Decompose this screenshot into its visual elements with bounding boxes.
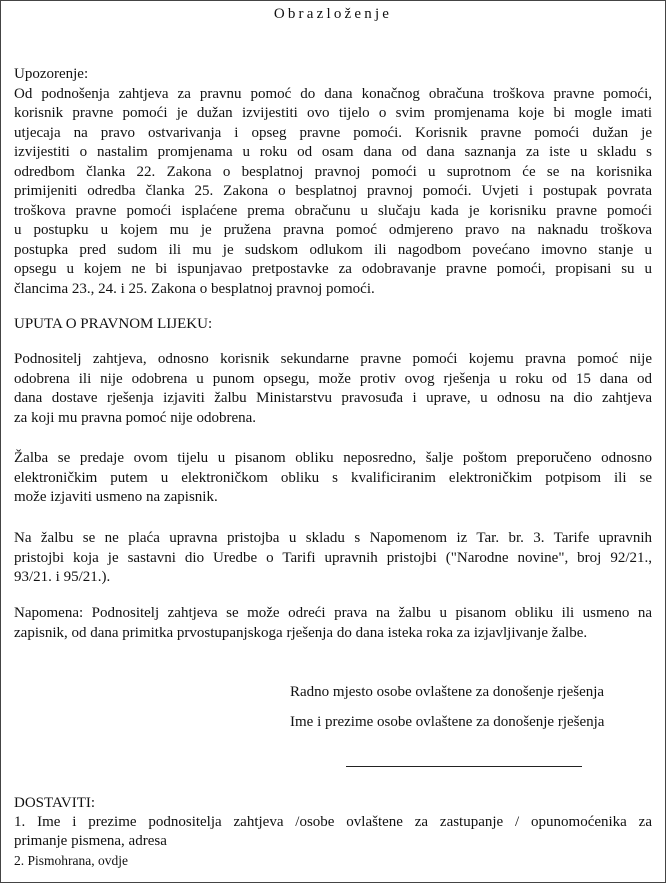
paragraph-line: Podnositelj zahtjeva, odnosno korisnik sekundarne pravne pomoći kojemu pravna pomoć nije bbox=[14, 351, 652, 367]
warning-line: Od podnošenja zahtjeva za pravnu pomoć do dana konačnog obračuna troškova pravne pomoći, bbox=[14, 85, 652, 102]
delivery-heading: DOSTAVITI: bbox=[14, 795, 96, 811]
warning-section bbox=[14, 65, 652, 299]
note-line: Napomena: Podnositelj zahtjeva se može odreći prava na žalbu u pisanom obliku ili usmeno na bbox=[14, 605, 652, 621]
legal-remedy-note bbox=[14, 604, 652, 643]
paragraph-line: odobrena ili nije odobrena u punom opsegu, može protiv ovog rješenja u roku od 15 dana od bbox=[14, 370, 652, 387]
legal-remedy-section bbox=[14, 315, 652, 335]
paragraph-line: Žalba se predaje ovom tijelu u pisanom obliku neposredno, šalje poštom preporučeno odnosno bbox=[14, 450, 652, 466]
paragraph-line: pristojbi koja je sastavni dio Uredbe o Tarifi upravnih pristojbi ("Narodne novine", broj 92/21., bbox=[14, 549, 652, 566]
legal-remedy-paragraph-1 bbox=[14, 350, 652, 428]
warning-line: člancima 23., 24. i 25. Zakona o besplatnoj pravnoj pomoći. bbox=[14, 280, 375, 297]
note-line: zapisnik, od dana primitka prvostupanjskoga rješenja do dana isteka roka za izjavljivanje žalbe. bbox=[14, 624, 588, 641]
paragraph-line: dana dostave rješenja izjaviti žalbu Ministarstvu pravosuđa i uprave, u odnosu na dio zahtjeva bbox=[14, 390, 652, 406]
warning-line: opsegu u kojem ne bi ispunjavao pretpostavke za odobravanje pravne pomoći, propisani su u bbox=[14, 261, 652, 277]
warning-line: utjecaja na pravo ostvarivanja i opseg pravne pomoći. Korisnik pravne pomoći dužan je bbox=[14, 124, 652, 141]
signature-name-line: Ime i prezime osobe ovlaštene za donošenje rješenja bbox=[290, 714, 605, 730]
legal-remedy-heading: UPUTA O PRAVNOM LIJEKU: bbox=[14, 316, 213, 332]
paragraph-line: Na žalbu se ne plaća upravna pristojba u skladu s Napomenom iz Tar. br. 3. Tarife upravnih bbox=[14, 530, 652, 546]
warning-line: odredbom članka 22. Zakona o besplatnoj pravnoj pomoći u suprotnom će se na korisnika bbox=[14, 163, 652, 180]
delivery-item-2: 2. Pismohrana, ovdje bbox=[14, 853, 128, 868]
legal-remedy-paragraph-2 bbox=[14, 449, 652, 508]
delivery-section bbox=[14, 794, 652, 870]
legal-remedy-paragraph-3 bbox=[14, 529, 652, 588]
warning-heading: Upozorenje: bbox=[14, 66, 89, 82]
document-title: Obrazloženje bbox=[273, 6, 393, 22]
delivery-item-1: 1. Ime i prezime podnositelja zahtjeva /osobe ovlaštene za zastupanje / opunomoćenika za bbox=[14, 814, 652, 830]
warning-line: u postupku u kojem mu je pružena pravna pomoć odmjereno pravo na naknadu troškova bbox=[14, 222, 652, 238]
paragraph-line: za koji mu pravna pomoć nije odobrena. bbox=[14, 409, 257, 426]
warning-line: troškova pravne pomoći isplaćene prema obračunu u slučaju kada je korisniku pravne pomoći bbox=[14, 202, 652, 219]
paragraph-line: 93/21. i 95/21.). bbox=[14, 569, 111, 585]
warning-line: izvijestiti o nastalim promjenama u roku od osam dana od dana saznanja za iste u skladu s bbox=[14, 144, 652, 160]
paragraph-line: elektroničkim putem u elektroničkom obliku s kvalificiranim elektroničkim potpisom ili se bbox=[14, 469, 652, 486]
delivery-item-1-continued: primanje pismena, adresa bbox=[14, 833, 167, 849]
paragraph-line: može izjaviti usmeno na zapisnik. bbox=[14, 489, 218, 505]
warning-line: postupka pred sudom ili mu je sudskom odlukom ili nagodbom povećano imovno stanje u bbox=[14, 241, 652, 258]
warning-line: primijeniti odredba članka 25. Zakona o besplatnoj pravnoj pomoći. Uvjeti i postupak povrata bbox=[14, 183, 652, 199]
warning-line: korisnik pravne pomoći je dužan izvijestiti ovo tijelo o svim promjenama koje bi mogle imati bbox=[14, 105, 652, 121]
signature-rule bbox=[346, 766, 582, 767]
signature-position-line: Radno mjesto osobe ovlaštene za donošenje rješenja bbox=[290, 684, 605, 700]
